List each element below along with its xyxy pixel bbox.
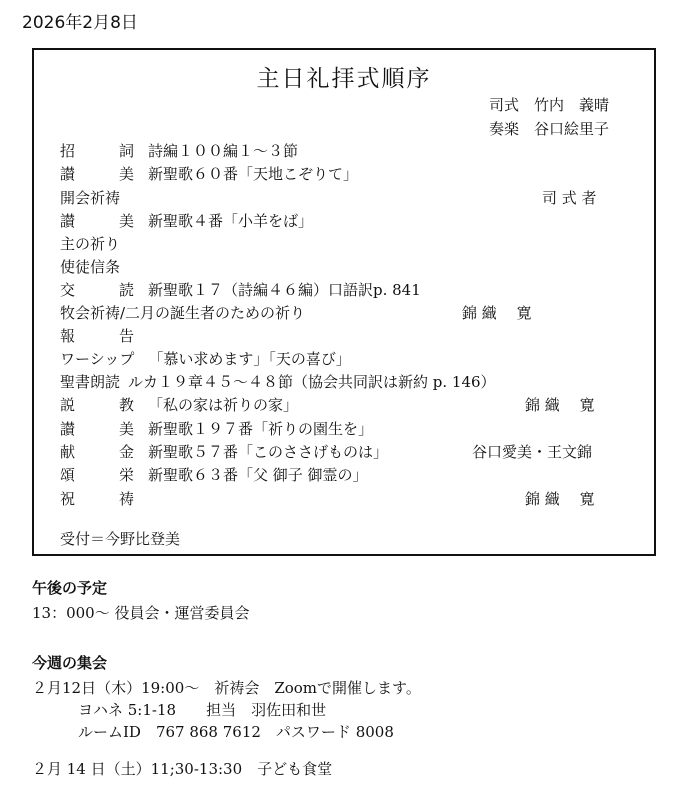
order-item-label: 讃 美 [60, 420, 134, 438]
order-item-invocation [60, 140, 646, 162]
worship-order-title: 主日礼拝式順序 [256, 66, 432, 92]
order-item-hymn-3 [60, 418, 646, 440]
order-item-scripture-reading [60, 371, 646, 393]
prayer-meeting-scripture: ヨハネ 5:1-18 担当 羽佐田和世 [78, 701, 327, 719]
order-item-label: 使徒信条 [60, 258, 121, 276]
order-item-opening-prayer [60, 187, 646, 209]
bulletin-date: 2026年2月8日 [22, 13, 138, 33]
order-item-label: 讃 美 [60, 212, 134, 230]
order-item-label: 牧会祈祷/二月の誕生者のための祈り [60, 304, 306, 322]
order-item-label: 讃 美 [60, 165, 134, 183]
order-item-benediction [60, 488, 646, 510]
presider-line: 司式 竹内 義晴 [489, 96, 610, 114]
order-item-label: 報 告 [60, 327, 134, 345]
order-item-label: 交 読 [60, 281, 134, 299]
order-item-person: 谷口愛美・王文錦 [472, 443, 593, 461]
order-item-announcements [60, 325, 646, 347]
order-item-label: 聖書朗読 [60, 373, 121, 391]
reception-line: 受付＝今野比登美 [60, 530, 181, 548]
organist-line: 奏楽 谷口絵里子 [489, 120, 610, 138]
order-item-detail: 「私の家は祈りの家」 [148, 396, 299, 414]
afternoon-heading: 午後の予定 [32, 579, 108, 597]
order-item-person: 錦 織 寛 [525, 396, 595, 414]
order-item-hymn-2 [60, 210, 646, 232]
order-item-label: 説 教 [60, 396, 134, 414]
order-item-label: 主の祈り [60, 235, 121, 253]
afternoon-line: 13：000～ 役員会・運営委員会 [32, 604, 250, 622]
order-item-label: 開会祈祷 [60, 189, 121, 207]
order-item-doxology [60, 464, 646, 486]
prayer-meeting-line: ２月12日（木）19:00～ 祈祷会 Zoomで開催します。 [32, 679, 421, 697]
kids-cafeteria-line: ２月 14 日（土）11;30-13:30 子ども食堂 [32, 760, 333, 778]
order-item-detail: 「慕い求めます」「天の喜び」 [148, 350, 351, 368]
order-item-offering [60, 441, 646, 463]
order-item-detail: 新聖歌５７番「このささげものは」 [148, 443, 389, 461]
order-item-detail: 詩編１００編１～３節 [148, 142, 299, 160]
worship-order-box [32, 48, 656, 556]
order-item-detail: 新聖歌６０番「天地こぞりて」 [148, 165, 359, 183]
order-item-detail: 新聖歌４番「小羊をば」 [148, 212, 314, 230]
order-item-detail: 新聖歌１７（詩編４６編）口語訳p. 841 [148, 281, 421, 299]
order-item-label: 祝 祷 [60, 490, 134, 508]
order-item-worship [60, 348, 646, 370]
order-item-pastoral-prayer [60, 302, 646, 324]
order-item-person: 錦 織 寛 [462, 304, 532, 322]
order-item-detail: ルカ１９章４５～４８節（協会共同訳は新約 p. 146） [128, 373, 496, 391]
order-item-label: 頌 栄 [60, 466, 134, 484]
order-item-lords-prayer [60, 233, 646, 255]
order-item-detail: 新聖歌１９７番「祈りの園生を」 [148, 420, 374, 438]
order-item-label: 招 詞 [60, 142, 134, 160]
order-item-label: 献 金 [60, 443, 134, 461]
weekly-heading: 今週の集会 [32, 654, 108, 672]
order-item-detail: 新聖歌６３番「父 御子 御霊の」 [148, 466, 368, 484]
prayer-meeting-zoom: ルームID 767 868 7612 パスワード 8008 [78, 723, 394, 741]
order-item-responsive-reading [60, 279, 646, 301]
order-item-label: ワーシップ [60, 350, 135, 368]
order-item-apostles-creed [60, 256, 646, 278]
order-item-hymn-1 [60, 163, 646, 185]
order-item-person: 錦 織 寛 [525, 490, 595, 508]
order-item-sermon [60, 394, 646, 416]
order-item-person: 司 式 者 [542, 189, 597, 207]
